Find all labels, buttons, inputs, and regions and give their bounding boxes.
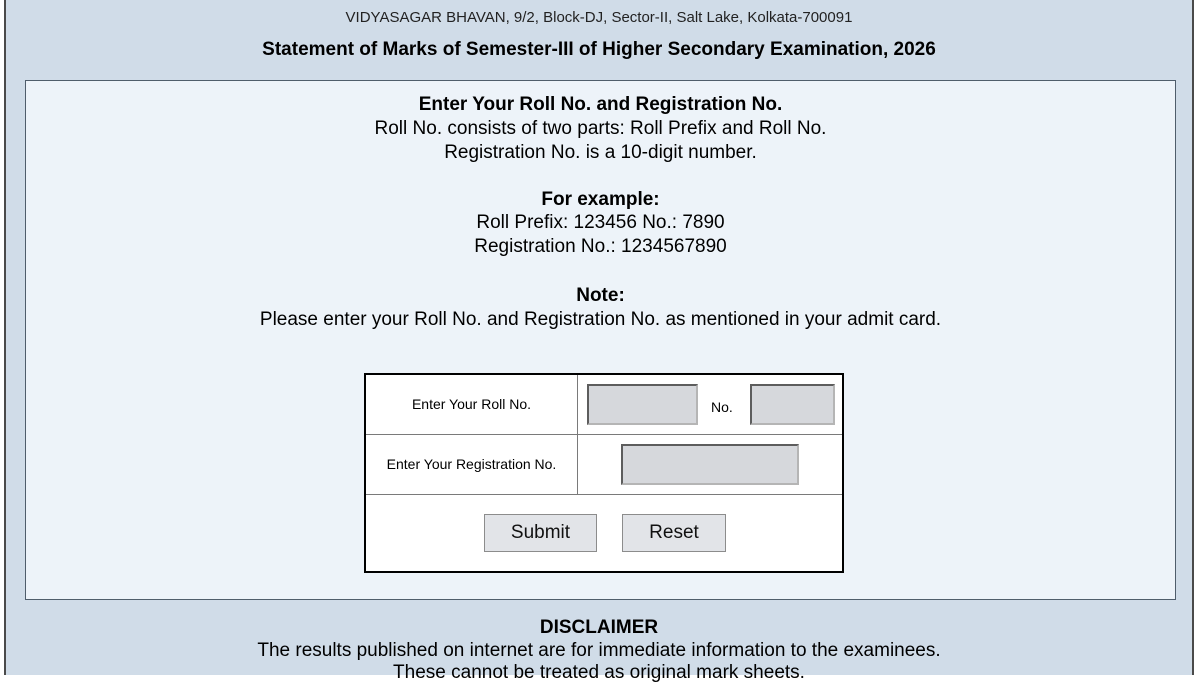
example-registration: Registration No.: 1234567890	[474, 236, 727, 257]
instructions-line-roll: Roll No. consists of two parts: Roll Prefix and Roll No.	[374, 118, 827, 139]
form-row-divider	[366, 494, 842, 495]
roll-prefix-input[interactable]	[587, 384, 698, 425]
page-frame	[4, 0, 1194, 683]
registration-number-input[interactable]	[621, 444, 799, 485]
result-login-panel	[25, 80, 1176, 600]
disclaimer-line: The results published on internet are for immediate information to the examinees.	[257, 640, 941, 661]
roll-no-label: No.	[711, 399, 733, 415]
form-row-divider	[366, 434, 842, 435]
note-text: Please enter your Roll No. and Registration No. as mentioned in your admit card.	[259, 309, 942, 330]
reset-button[interactable]: Reset	[622, 514, 726, 552]
instructions-line-registration: Registration No. is a 10-digit number.	[444, 142, 757, 163]
credentials-form	[364, 373, 844, 573]
disclaimer-heading: DISCLAIMER	[539, 617, 659, 638]
example-heading: For example:	[541, 189, 660, 210]
page-title: Statement of Marks of Semester-III of Higher Secondary Examination, 2026	[262, 39, 936, 60]
roll-number-label: Enter Your Roll No.	[411, 396, 532, 412]
board-address: VIDYASAGAR BHAVAN, 9/2, Block-DJ, Sector-II, Salt Lake, Kolkata-700091	[345, 9, 853, 26]
example-roll: Roll Prefix: 123456 No.: 7890	[476, 212, 725, 233]
instructions-heading: Enter Your Roll No. and Registration No.	[418, 94, 783, 115]
note-heading: Note:	[576, 285, 625, 306]
registration-number-label: Enter Your Registration No.	[386, 456, 557, 472]
roll-number-input[interactable]	[750, 384, 835, 425]
submit-button[interactable]: Submit	[484, 514, 597, 552]
disclaimer-line: These cannot be treated as original mark sheets.	[393, 662, 805, 683]
